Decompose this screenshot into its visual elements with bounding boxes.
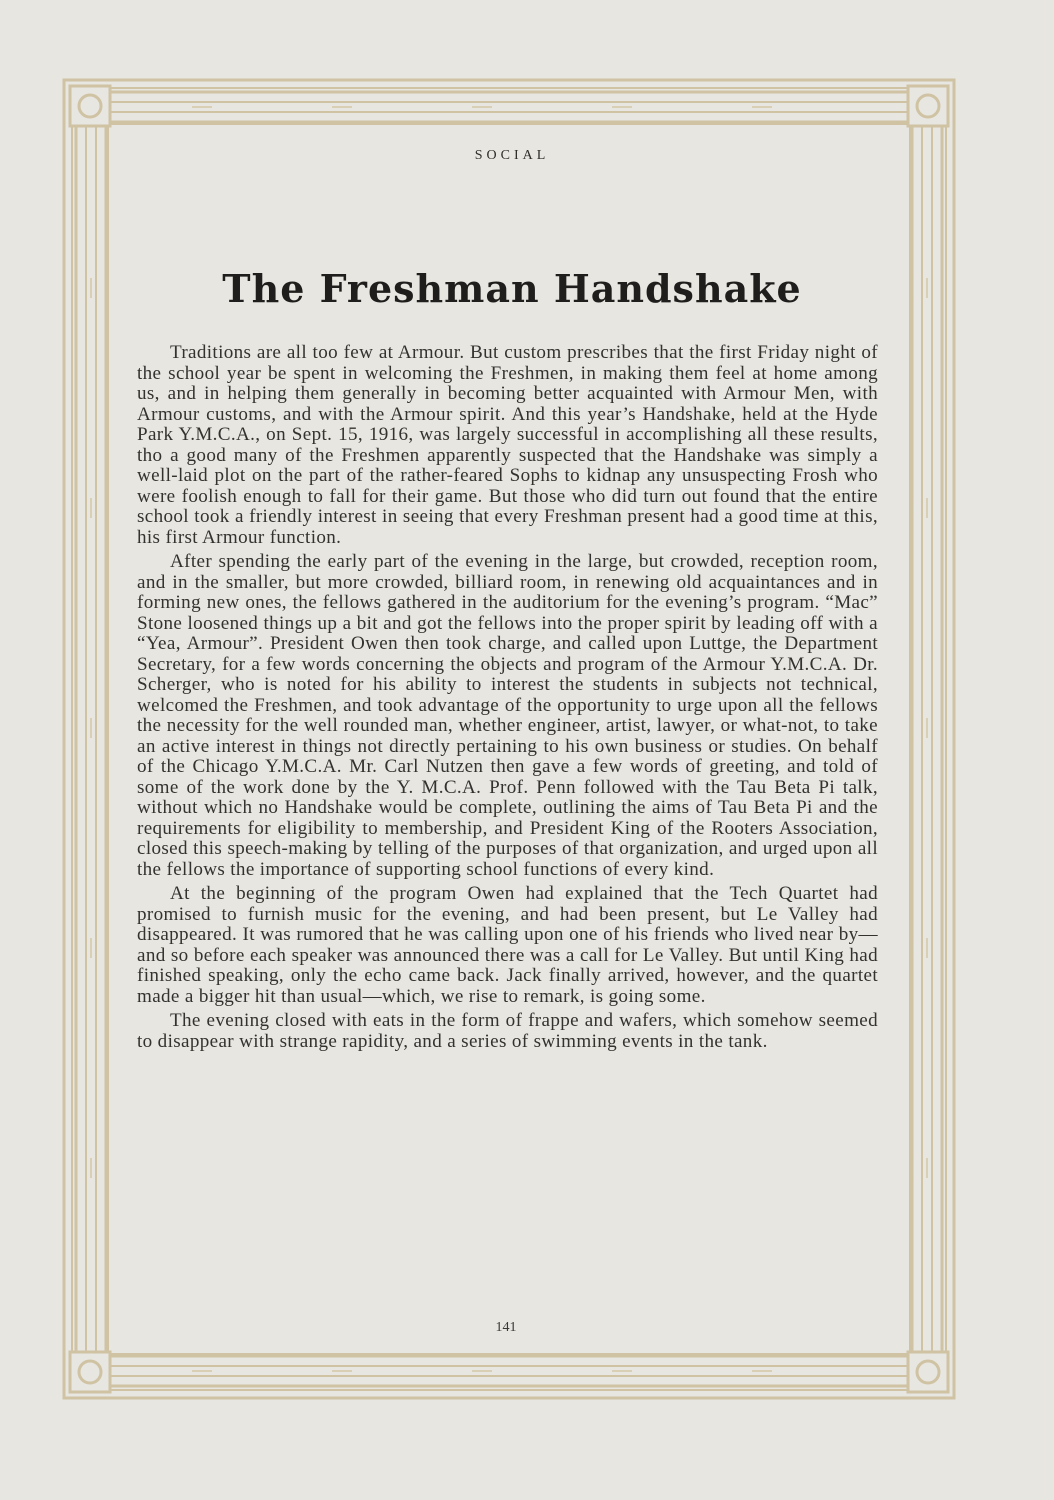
section-label: SOCIAL	[474, 148, 550, 163]
paragraph: Traditions are all too few at Armour. But custom prescribes that the first Friday night of the school year be spent in welcoming the Freshmen, in making them feel at home among us, and in helping them generally in becoming better acquainted with Armour Men, with Armour customs, and with the Armour spirit. And this year’s Handshake, held at the Hyde Park Y.M.C.A., on Sept. 15, 1916, was largely successful in accomplishing all these results, tho a good many of the Freshmen apparently suspected that the Handshake was simply a well-laid plot on the part of the rather-feared Sophs to kidnap any unsuspecting Frosh who were foolish enough to fall for their game. But those who did turn out found that the entire school took a friendly interest in seeing that every Freshman present had a good time at this, his first Armour function.	[137, 342, 878, 548]
paragraph: At the beginning of the program Owen had explained that the Tech Quartet had promised to furnish music for the evening, and had been present, but Le Valley had disappeared. It was rumored that he was calling upon one of his friends who lived near by—and so before each speaker was announced there was a call for Le Valley. But until King had finished speaking, only the echo came back. Jack finally arrived, however, and the quartet made a bigger hit than usual—which, we rise to remark, is going some.	[137, 883, 878, 1007]
paragraph: The evening closed with eats in the form of frappe and wafers, which somehow seemed to disappear with strange rapidity, and a series of swimming events in the tank.	[137, 1010, 878, 1052]
page-number: 141	[495, 1320, 517, 1335]
paragraph: After spending the early part of the evening in the large, but crowded, reception room, and in the smaller, but more crowded, billiard room, in renewing old acquaintances and in forming new ones, the fellows gathered in the auditorium for the evening’s program. “Mac” Stone loosened things up a bit and got the fellows into the proper spirit by leading off with a “Yea, Armour”. President Owen then took charge, and called upon Luttge, the Department Secretary, for a few words concerning the objects and program of the Armour Y.M.C.A. Dr. Scherger, who is noted for his ability to interest the students in subjects not technical, welcomed the Freshmen, and took advantage of the opportunity to urge upon all the fellows the necessity for the well rounded man, whether engineer, artist, lawyer, or what-not, to take an active interest in things not directly pertaining to his own business or studies. On behalf of the Chicago Y.M.C.A. Mr. Carl Nutzen then gave a few words of greeting, and told of some of the work done by the Y. M.C.A. Prof. Penn followed with the Tau Beta Pi talk, without which no Handshake would be complete, outlining the aims of Tau Beta Pi and the requirements for eligibility to membership, and President King of the Rooters Association, closed this speech-making by telling of the purposes of that organization, and urged upon all the fellows the importance of supporting school functions of every kind.	[137, 551, 878, 880]
article-body	[137, 343, 878, 1056]
article-title: The Freshman Handshake	[222, 266, 802, 311]
